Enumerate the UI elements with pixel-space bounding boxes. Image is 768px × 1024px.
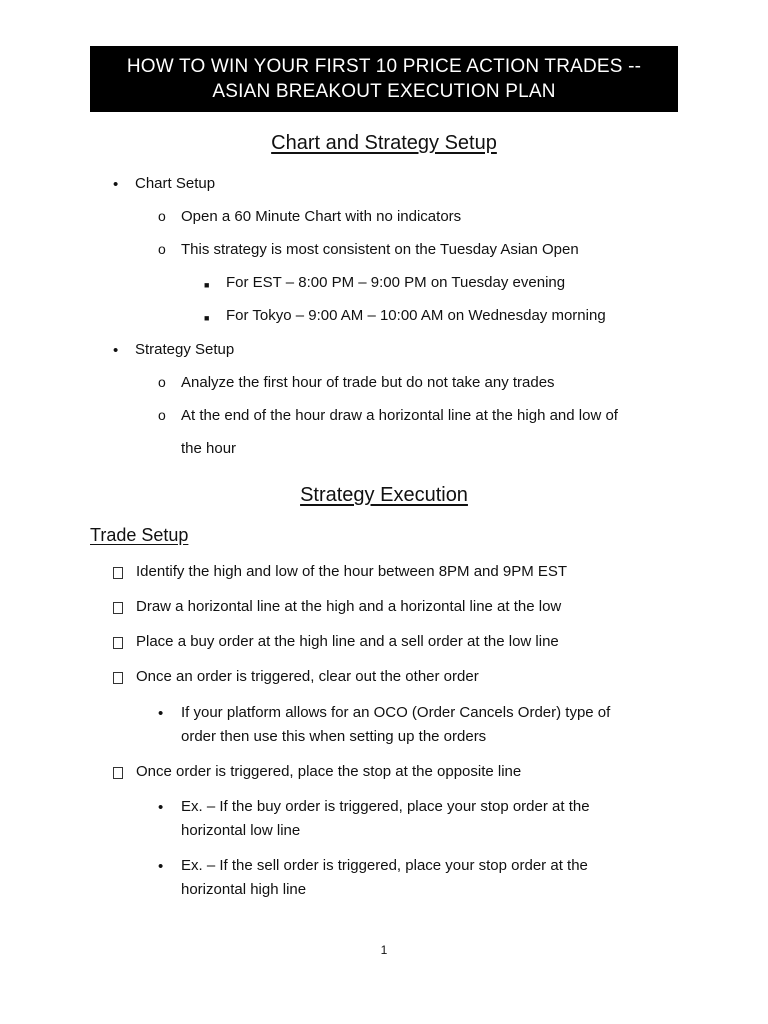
subheading-trade-setup: Trade Setup [90, 525, 189, 545]
page-number: 1 [380, 943, 388, 957]
list-item-draw-horizontal-line-continued: the hour [181, 440, 237, 457]
step-identify-high-low: Identify the high and low of the hour between 8PM and 9PM EST [136, 563, 568, 580]
bullet-circle: o [158, 407, 166, 423]
checkbox-icon [113, 767, 123, 779]
checkbox-icon [113, 672, 123, 684]
bullet-circle: o [158, 241, 166, 257]
bullet-circle: o [158, 208, 166, 224]
list-item-est-time: For EST – 8:00 PM – 9:00 PM on Tuesday evening [226, 274, 566, 291]
checkbox-icon [113, 637, 123, 649]
step-clear-other-order: Once an order is triggered, clear out the other order [136, 668, 479, 685]
example-sell-line-1: Ex. – If the sell order is triggered, place your stop order at the [181, 857, 588, 874]
step-draw-lines: Draw a horizontal line at the high and a horizontal line at the low [136, 598, 562, 615]
list-item-tuesday-asian-open: This strategy is most consistent on the Tuesday Asian Open [181, 241, 579, 258]
example-buy-line-1: Ex. – If the buy order is triggered, place your stop order at the [181, 798, 590, 815]
list-item-analyze-first-hour: Analyze the first hour of trade but do not take any trades [181, 374, 555, 391]
bullet-square: ■ [204, 313, 210, 323]
oco-note-line-1: If your platform allows for an OCO (Order Cancels Order) type of [181, 704, 611, 721]
bullet-circle: o [158, 374, 166, 390]
oco-note-line-2: order then use this when setting up the orders [181, 728, 487, 745]
list-item-60-minute-chart: Open a 60 Minute Chart with no indicators [181, 208, 462, 225]
example-sell-line-2: horizontal high line [181, 881, 307, 898]
title-line-1: HOW TO WIN YOUR FIRST 10 PRICE ACTION TRADES -- [126, 56, 642, 77]
bullet-dot: • [158, 858, 164, 875]
list-item-chart-setup: Chart Setup [135, 175, 216, 192]
checkbox-icon [113, 602, 123, 614]
bullet-dot: • [113, 176, 119, 193]
checkbox-icon [113, 567, 123, 579]
list-item-draw-horizontal-line: At the end of the hour draw a horizontal line at the high and low of [181, 407, 618, 424]
list-item-tokyo-time: For Tokyo – 9:00 AM – 10:00 AM on Wednesday morning [226, 307, 606, 324]
step-place-orders: Place a buy order at the high line and a sell order at the low line [136, 633, 559, 650]
title-line-2: ASIAN BREAKOUT EXECUTION PLAN [212, 81, 556, 102]
bullet-dot: • [113, 342, 119, 359]
list-item-strategy-setup: Strategy Setup [135, 341, 235, 358]
bullet-dot: • [158, 705, 164, 722]
bullet-square: ■ [204, 280, 210, 290]
bullet-dot: • [158, 799, 164, 816]
section-heading-strategy-execution: Strategy Execution [300, 484, 468, 506]
section-heading-chart-strategy-setup: Chart and Strategy Setup [271, 132, 497, 154]
example-buy-line-2: horizontal low line [181, 822, 301, 839]
title-banner [90, 46, 678, 112]
step-place-stop: Once order is triggered, place the stop at the opposite line [136, 763, 522, 780]
